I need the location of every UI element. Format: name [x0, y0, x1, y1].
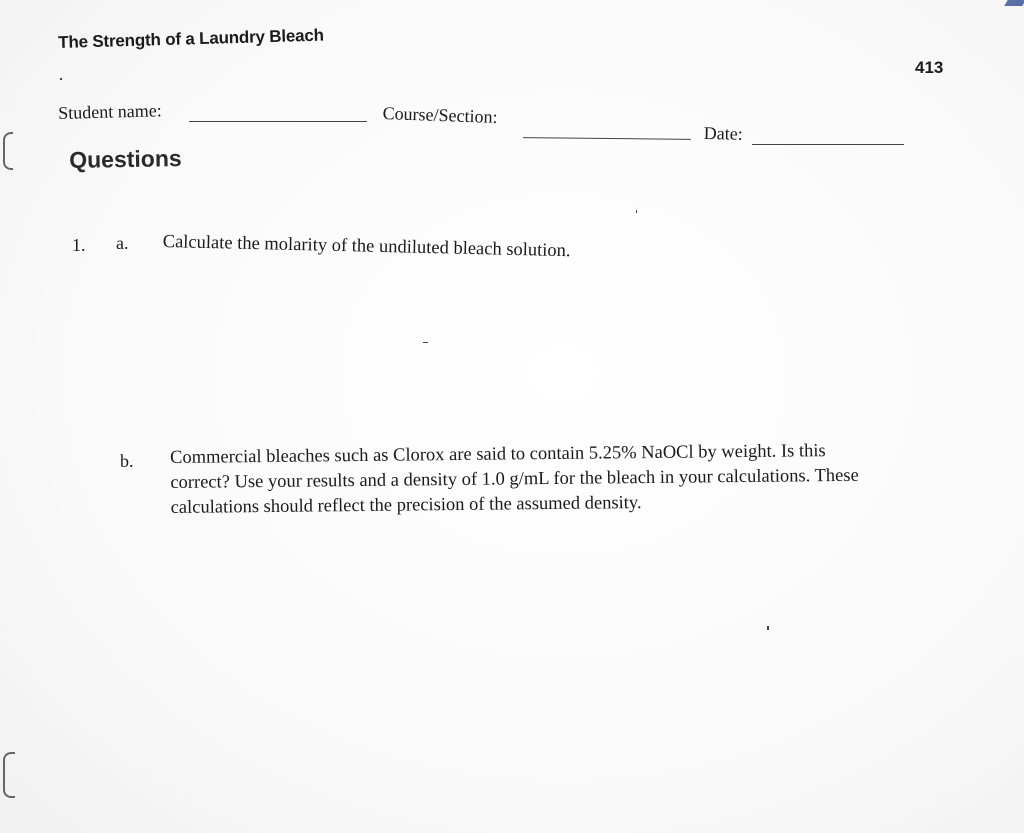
document-title: The Strength of a Laundry Bleach [58, 25, 325, 52]
question-1b-text: Commercial bleaches such as Clorox are said to contain 5.25% NaOCl by weight. Is this correct? Use your results and a density of 1.0 g/mL for the bleach in your calculations. These calculations should reflect the precision of the assumed density. [170, 441, 859, 518]
question-1b-letter: b. [120, 451, 134, 471]
question-1a-letter: a. [116, 233, 129, 253]
scan-speck [767, 626, 769, 630]
scan-speck [60, 78, 62, 80]
binder-hole-mark [3, 132, 13, 170]
question-1a-text: Calculate the molarity of the undiluted bleach solution. [162, 231, 571, 262]
question-1-number: 1. [72, 235, 86, 255]
student-name-line [189, 121, 367, 122]
course-section-label: Course/Section: [382, 103, 498, 128]
date-line [752, 144, 904, 145]
scan-speck [636, 210, 637, 213]
questions-heading: Questions [69, 145, 182, 173]
page-number: 413 [915, 58, 944, 77]
page-corner-shadow [1004, 0, 1024, 6]
student-name-label: Student name: [58, 100, 162, 123]
course-section-line [523, 137, 691, 140]
date-label: Date: [703, 123, 743, 144]
scan-speck [423, 342, 428, 343]
binder-hole-mark [3, 752, 15, 798]
